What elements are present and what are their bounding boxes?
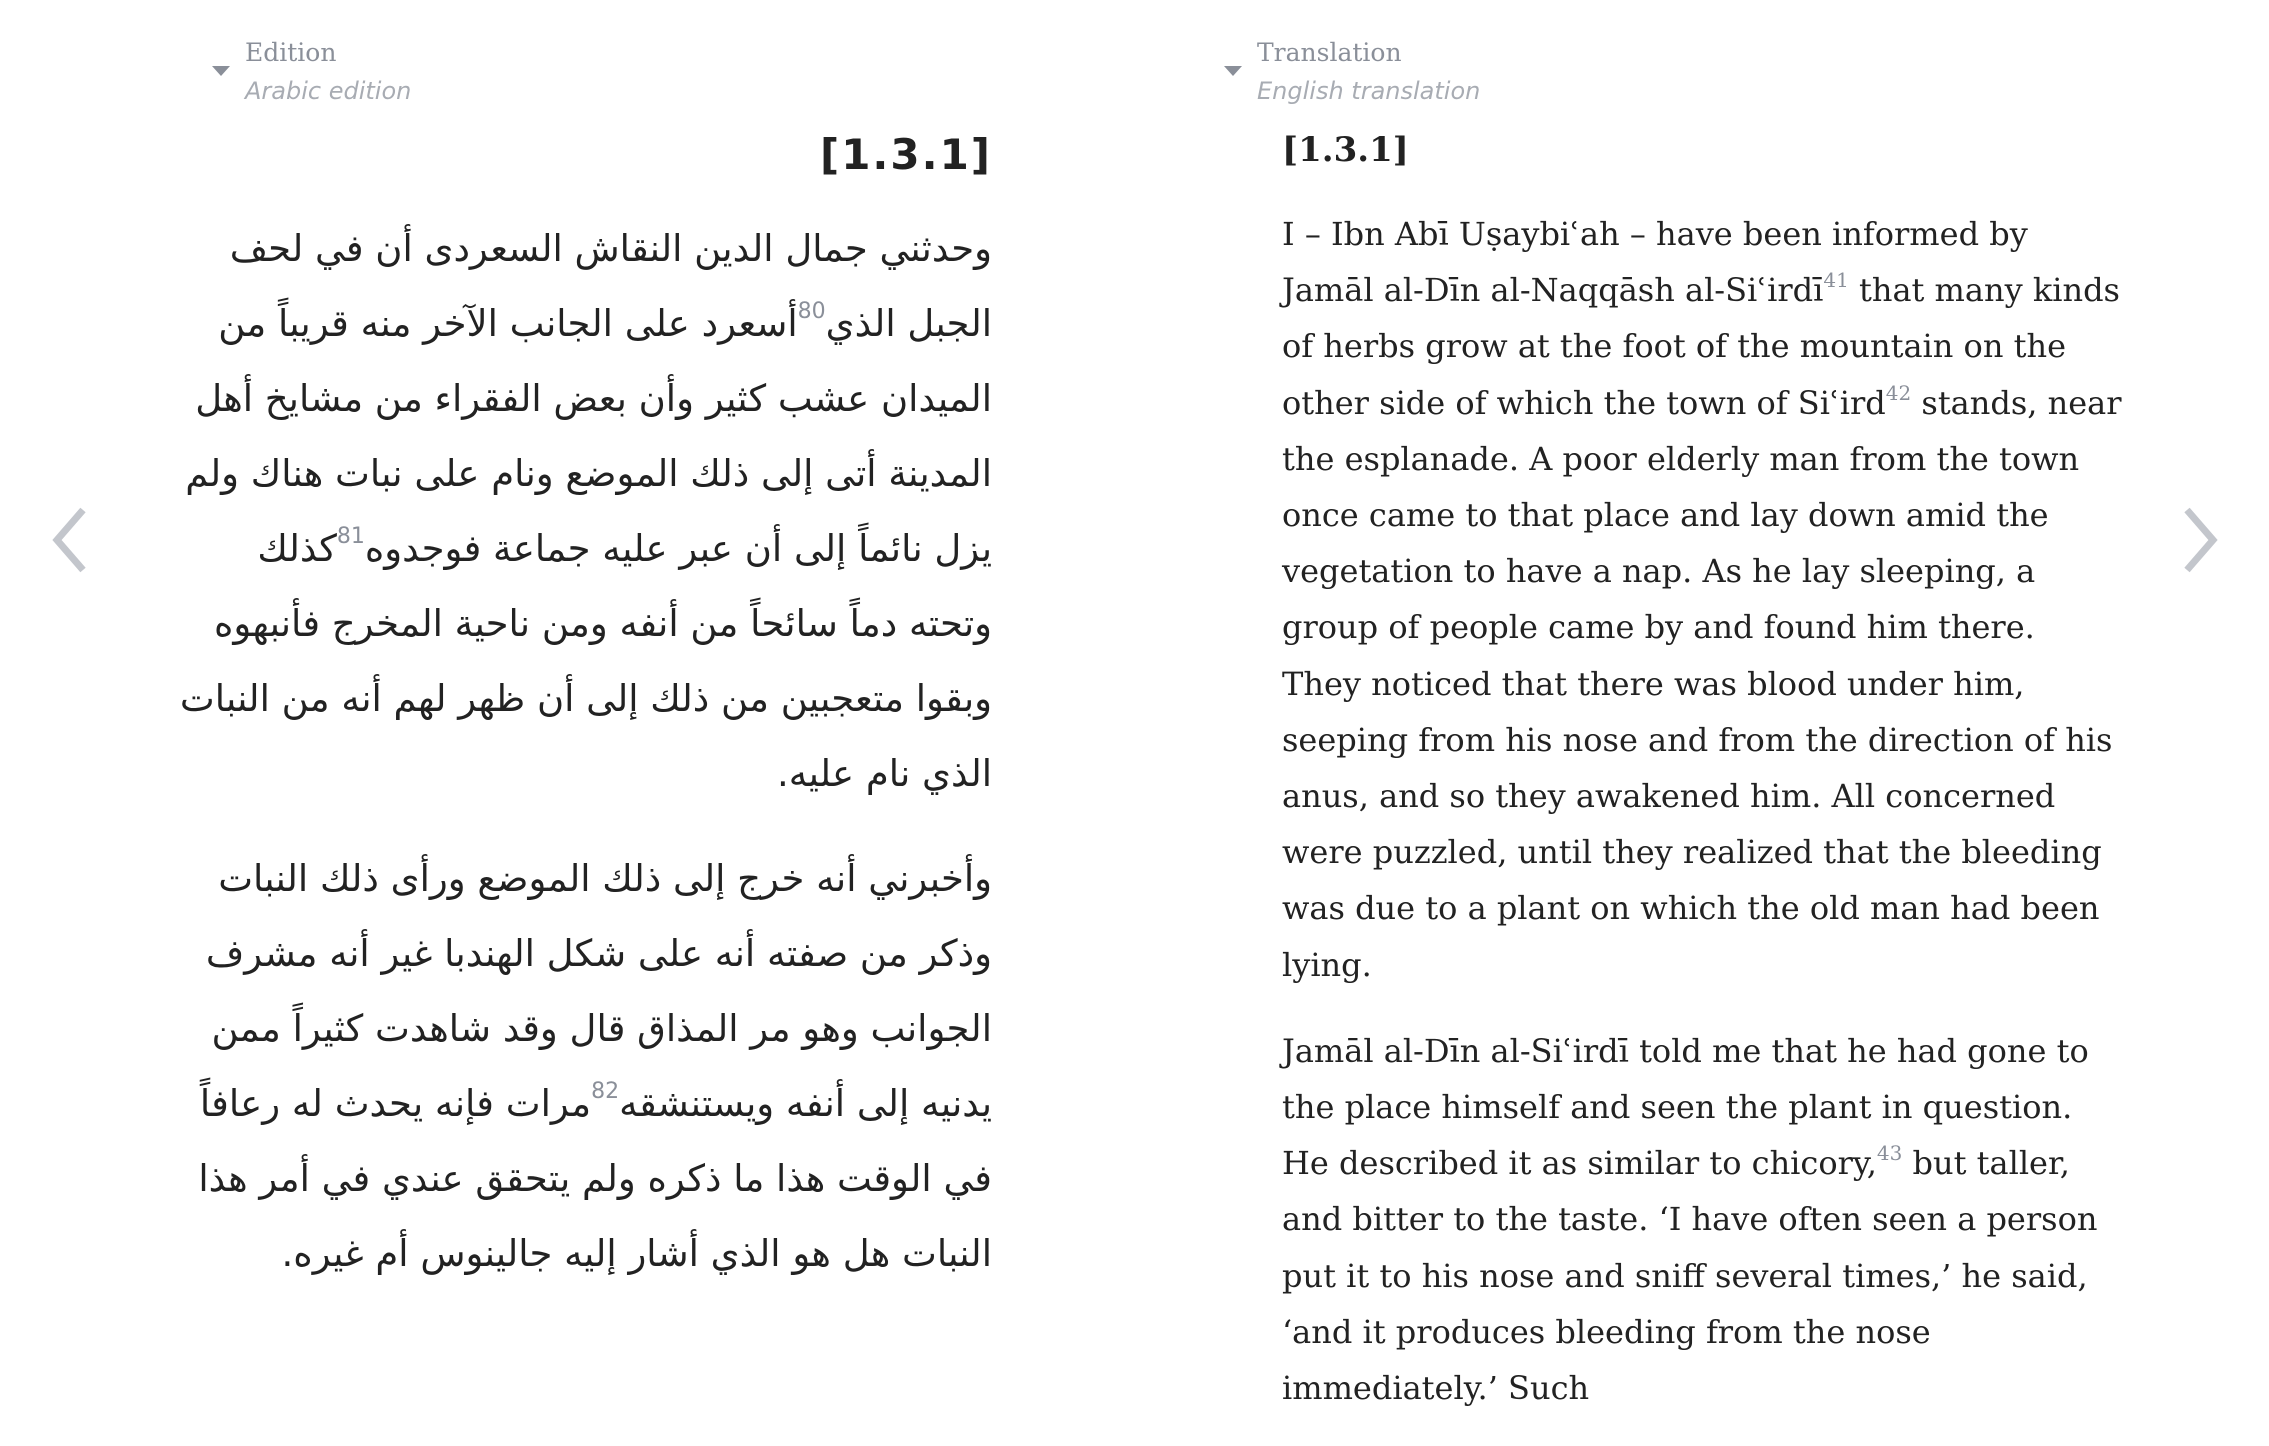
next-page-button[interactable] [2165, 500, 2225, 580]
footnote-marker[interactable]: 42 [1885, 380, 1912, 405]
footnote-marker[interactable]: 43 [1876, 1141, 1903, 1166]
translation-collapse-toggle[interactable] [1224, 66, 1242, 76]
english-text: that many kinds of herbs grow at the foot of the mountain on the other side of which the town of Siʿird [1282, 271, 2120, 422]
arabic-text: مرات فإنه يحدث له رعافاً في الوقت هذا ما ذكره ولم يتحقق عندي في أمر هذا النبات هل هو الذي أشار إليه جالينوس أم غيره. [198, 1082, 992, 1275]
edition-title[interactable]: Edition [245, 38, 337, 67]
footnote-marker[interactable]: 82 [591, 1079, 620, 1104]
arabic-text: كذلك وتحته دماً سائحاً من أنفه ومن ناحية المخرج فأنبهوه وبقوا متعجبين من ذلك إلى أن ظهر لهم أنه من النبات الذي نام عليه. [179, 527, 992, 795]
chevron-right-icon [2165, 500, 2225, 580]
english-text: I – Ibn Abī Uṣaybiʿah – have been informed by Jamāl al-Dīn al-Naqqāsh al-Siʿirdī [1282, 215, 2028, 310]
chevron-left-icon [45, 500, 105, 580]
edition-collapse-toggle[interactable] [212, 66, 230, 76]
arabic-edition-column [170, 122, 992, 1321]
arabic-paragraph [170, 211, 992, 811]
edition-section-number: [1.3.1] [820, 130, 992, 179]
english-paragraph [1282, 1023, 2122, 1416]
english-text: Jamāl al-Dīn al-Siʿirdī told me that he had gone to the place himself and seen the plant in question. He described it as similar to chicory, [1282, 1031, 2089, 1183]
edition-subtitle: Arabic edition [245, 77, 412, 105]
previous-page-button[interactable] [45, 500, 105, 580]
translation-title[interactable]: Translation [1257, 38, 1402, 67]
arabic-text: وأخبرني أنه خرج إلى ذلك الموضع ورأى ذلك النبات وذكر من صفته أنه على شكل الهندبا غير أنه مشرف الجوانب وهو مر المذاق قال وقد شاهدت كثيراً ممن يدنيه إلى أنفه ويستنشقه [205, 857, 992, 1125]
arabic-paragraph [170, 841, 992, 1291]
arabic-text: أسعرد على الجانب الآخر منه قريباً من الميدان عشب كثير وأن بعض الفقراء من مشايخ أهل المدينة أتى إلى ذلك الموضع ونام على نبات هناك ولم يزل نائماً إلى أن عبر عليه جماعة فوجدوه [185, 302, 992, 570]
english-translation-column [1282, 124, 2122, 1446]
english-text: stands, near the esplanade. A poor elderly man from the town once came to that place and lay down amid the vegetation to have a nap. As he lay sleeping, a group of people came by and found him there. They noticed that there was blood under him, seeping from his nose and from the direction of his anus, and so they awakened him. All concerned were puzzled, until they realized that the bleeding was due to a plant on which the old man had been lying. [1282, 383, 2122, 984]
translation-subtitle: English translation [1257, 77, 1481, 105]
translation-paragraphs [1282, 206, 2122, 1416]
footnote-marker[interactable]: 41 [1823, 268, 1849, 293]
footnote-marker[interactable]: 81 [336, 524, 365, 549]
arabic-text: وحدثني جمال الدين النقاش السعردى أن في لحف الجبل الذي [229, 227, 992, 345]
footnote-marker[interactable]: 80 [797, 299, 826, 324]
english-paragraph [1282, 206, 2122, 993]
translation-section-number: [1.3.1] [1282, 130, 1409, 170]
edition-paragraphs [170, 211, 992, 1291]
english-text: but taller, and bitter to the taste. ‘I have often seen a person put it to his nose and sniff several times,’ he said, ‘and it produces bleeding from the nose immediately.’ Such [1282, 1144, 2098, 1408]
